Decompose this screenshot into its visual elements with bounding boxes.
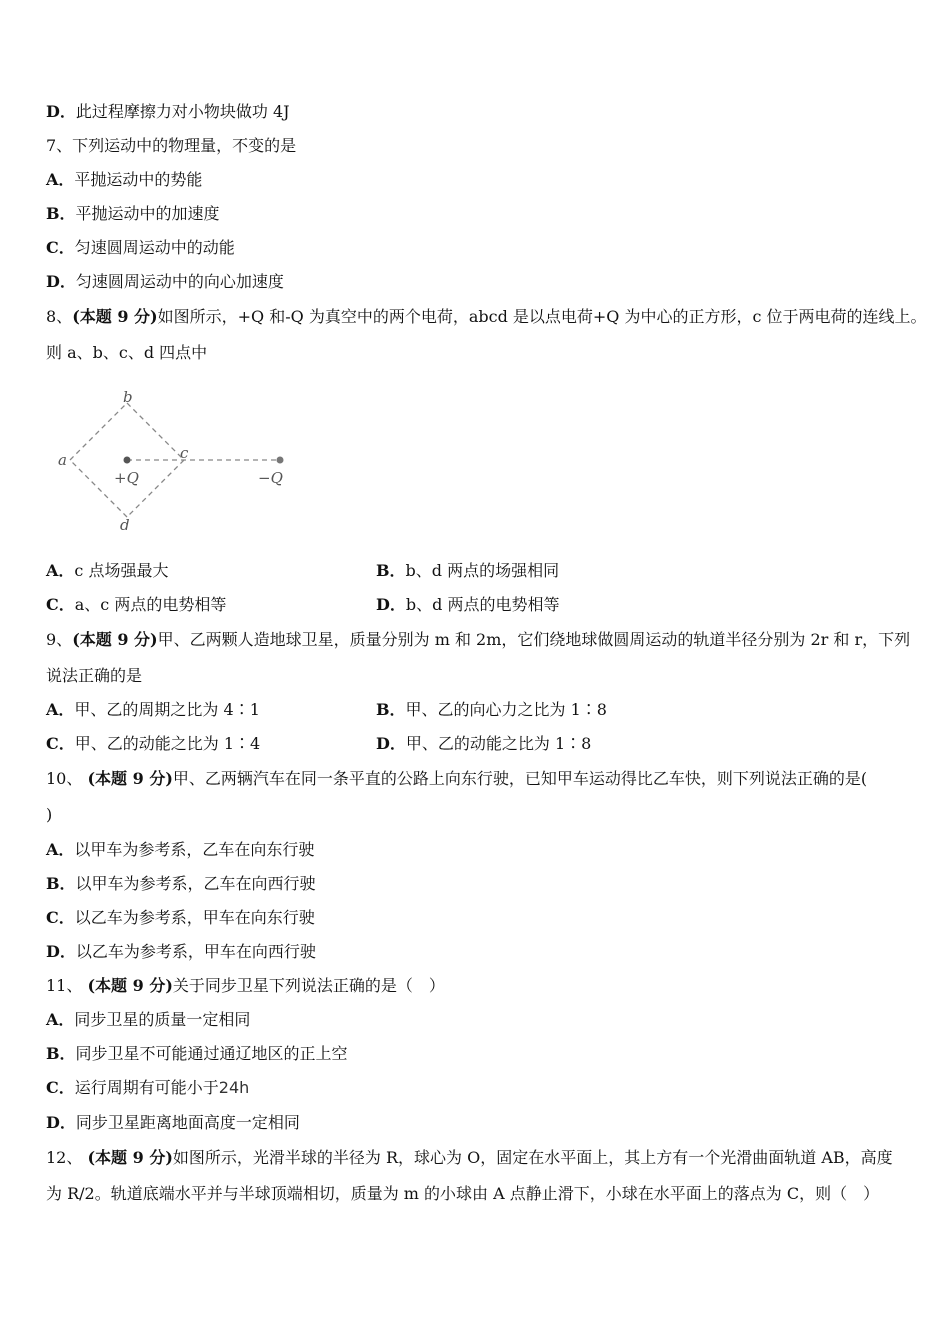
question-number: 9、 — [46, 630, 73, 649]
plus-q-label: +Q — [114, 469, 139, 487]
option-text: 平抛运动中的势能 — [74, 170, 203, 189]
option-text: b、d 两点的场强相同 — [405, 561, 560, 580]
option-text: 同步卫星距离地面高度一定相同 — [75, 1113, 300, 1132]
option-label: D． — [46, 1113, 76, 1132]
option-label: D． — [46, 272, 76, 291]
option-label: D． — [376, 734, 406, 753]
question-score: (本题 9 分) — [87, 976, 173, 995]
option-text: 平抛运动中的加速度 — [75, 204, 220, 223]
question-text: 甲、乙两颗人造地球卫星，质量分别为 m 和 2m，它们绕地球做圆周运动的轨道半径分别为 2r 和 r，下列 — [157, 630, 911, 649]
q8-option-c — [46, 595, 226, 615]
option-text: a、c 两点的电势相等 — [74, 595, 227, 614]
option-text: 以乙车为参考系，甲车在向东行驶 — [74, 908, 315, 927]
q11-option-a — [46, 1010, 250, 1030]
q7-option-a — [46, 170, 202, 190]
q8-stem-continued: 则 a、b、c、d 四点中 — [46, 343, 208, 362]
question-text: 如图所示，+Q 和-Q 为真空中的两个电荷，abcd 是以点电荷+Q 为中心的正方形，c 位于两电荷的连线上。 — [157, 307, 927, 326]
q10-option-b — [46, 874, 316, 894]
option-text: 以乙车为参考系，甲车在向西行驶 — [75, 942, 316, 961]
q8-option-d — [376, 595, 559, 615]
q7-option-c — [46, 238, 235, 258]
negative-charge-dot — [277, 457, 284, 464]
q12-stem — [46, 1148, 893, 1168]
question-score: (本题 9 分) — [87, 1148, 173, 1167]
q7-option-d — [46, 272, 284, 292]
option-label: C． — [46, 238, 75, 257]
point-c-label: c — [180, 444, 189, 462]
option-label: B． — [46, 874, 76, 893]
option-label: D． — [46, 102, 76, 121]
q11-option-d — [46, 1113, 300, 1133]
question-number: 11、 — [46, 976, 83, 995]
option-label: B． — [376, 561, 406, 580]
q7-stem: 7、下列运动中的物理量，不变的是 — [46, 136, 297, 155]
option-label: A． — [46, 170, 75, 189]
option-text: 甲、乙的向心力之比为 1∶8 — [405, 700, 607, 719]
q9-option-b — [376, 700, 607, 720]
point-a-label: a — [58, 451, 67, 469]
square-edge-bc — [127, 403, 184, 460]
positive-charge-dot — [124, 457, 131, 464]
square-edge-ab — [70, 403, 127, 460]
option-text: 同步卫星的质量一定相同 — [74, 1010, 251, 1029]
question-number: 12、 — [46, 1148, 83, 1167]
question-text: 如图所示，光滑半球的半径为 R，球心为 O，固定在水平面上，其上方有一个光滑曲面轨道 AB，高度 — [172, 1148, 893, 1167]
option-label: C． — [46, 734, 75, 753]
q8-stem — [46, 307, 927, 327]
option-label: C． — [46, 1078, 75, 1097]
q12-stem-continued: 为 R/2。轨道底端水平并与半球顶端相切，质量为 m 的小球由 A 点静止滑下，小球在水平面上的落点为 C，则（ ） — [46, 1184, 880, 1203]
question-number: 10、 — [46, 769, 83, 788]
option-text: b、d 两点的电势相等 — [405, 595, 560, 614]
question-text: 关于同步卫星下列说法正确的是（ ） — [172, 976, 445, 995]
option-label: A． — [46, 840, 75, 859]
option-text-suffix: 24h — [218, 1078, 250, 1097]
q11-option-b — [46, 1044, 348, 1064]
question-score: (本题 9 分) — [72, 307, 158, 326]
q10-stem-continued: ) — [46, 805, 53, 824]
option-text: 甲、乙的周期之比为 4∶1 — [74, 700, 260, 719]
q8-charge-diagram — [52, 388, 312, 533]
option-text: 匀速圆周运动中的向心加速度 — [75, 272, 284, 291]
option-label: A． — [46, 1010, 75, 1029]
option-label: B． — [376, 700, 406, 719]
q10-option-d — [46, 942, 316, 962]
q9-option-d — [376, 734, 591, 754]
option-text: 以甲车为参考系，乙车在向东行驶 — [74, 840, 315, 859]
q8-option-b — [376, 561, 559, 581]
question-text: 甲、乙两辆汽车在同一条平直的公路上向东行驶，已知甲车运动得比乙车快，则下列说法正确的是( — [172, 769, 868, 788]
option-label: D． — [376, 595, 406, 614]
q10-option-c — [46, 908, 315, 928]
option-label: B． — [46, 204, 76, 223]
option-text: 此过程摩擦力对小物块做功 4J — [75, 102, 290, 121]
question-number: 8、 — [46, 307, 73, 326]
q8-option-a — [46, 561, 168, 581]
q9-stem-continued: 说法正确的是 — [46, 666, 143, 685]
option-label: B． — [46, 1044, 76, 1063]
q9-option-c — [46, 734, 260, 754]
option-text: 以甲车为参考系，乙车在向西行驶 — [75, 874, 316, 893]
option-label: C． — [46, 908, 75, 927]
option-text: 同步卫星不可能通过通辽地区的正上空 — [75, 1044, 348, 1063]
question-score: (本题 9 分) — [72, 630, 158, 649]
q10-option-a — [46, 840, 314, 860]
q11-option-c — [46, 1078, 249, 1098]
question-score: (本题 9 分) — [87, 769, 173, 788]
option-text: c 点场强最大 — [74, 561, 169, 580]
option-text: 匀速圆周运动中的动能 — [74, 238, 235, 257]
point-d-label: d — [120, 516, 130, 533]
q7-option-b — [46, 204, 220, 224]
q9-stem — [46, 630, 910, 650]
option-label: C． — [46, 595, 75, 614]
option-label: A． — [46, 700, 75, 719]
point-b-label: b — [123, 388, 133, 406]
option-label: D． — [46, 942, 76, 961]
option-label: A． — [46, 561, 75, 580]
option-text: 甲、乙的动能之比为 1∶8 — [405, 734, 592, 753]
minus-q-label: −Q — [258, 469, 283, 487]
option-text: 运行周期有可能小于 — [74, 1078, 219, 1097]
q11-stem — [46, 976, 445, 996]
q10-stem — [46, 769, 867, 789]
q6-option-d — [46, 102, 290, 122]
q9-option-a — [46, 700, 260, 720]
option-text: 甲、乙的动能之比为 1∶4 — [74, 734, 261, 753]
